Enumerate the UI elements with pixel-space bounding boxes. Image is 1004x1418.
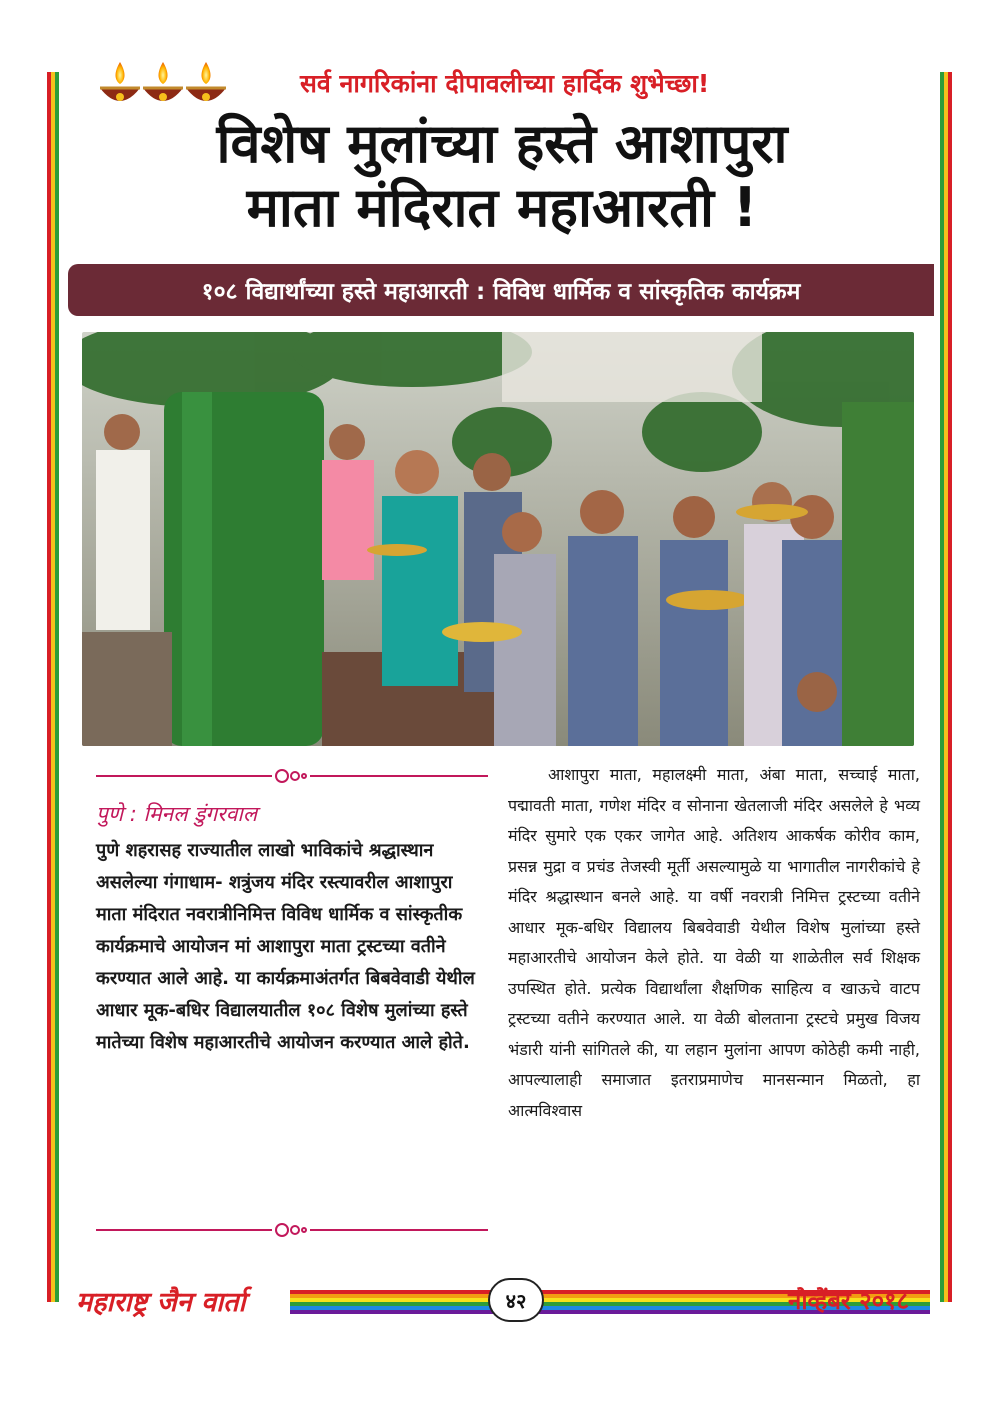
headline-line-1: विशेष मुलांच्या हस्ते आशापुरा <box>216 112 788 175</box>
column-divider-bottom <box>96 1222 488 1238</box>
page-number-text: ४२ <box>505 1288 527 1313</box>
issue-date: नोव्हेंबर २०१८ <box>788 1287 910 1315</box>
column-divider-top <box>96 768 488 784</box>
festival-greeting: सर्व नागरिकांना दीपावलीच्या हार्दिक शुभेच्छा! <box>300 69 710 98</box>
article-body: आशापुरा माता, महालक्ष्मी माता, अंबा माता, सच्चाई माता, पद्मावती माता, गणेश मंदिर व सोनाना खेतलाजी मंदिर असलेले हे भव्य मंदिर सुमारे एक एकर जागेत आहे. अतिशय आकर्षक कोरीव काम, प्रसन्न मुद्रा व प्रचंड तेजस्वी मूर्ती असल्यामुळे या भागातील नागरीकांचे हे मंदिर श्रद्धास्थान बनले आहे. या वर्षी नवरात्री निमित्त ट्रस्टच्या वतीने आधार मूक-बधिर विद्यालय बिबवेवाडी येथील विशेष मुलांच्या हस्ते महाआरतीचे आयोजन केले होते. या वेळी या शाळेतील सर्व शिक्षक उपस्थित होते. प्रत्येक विद्यार्थांला शैक्षणिक साहित्य व खाऊचे वाटप ट्रस्टच्या वतीने करण्यात आले. या वेळी बोलताना ट्रस्टचे प्रमुख विजय भंडारी यांनी सांगितले की, या लहान मुलांना आपण कोठेही कमी नाही, आपल्यालाही समाजात इतराप्रमाणेच मानसन्मान मिळतो, हा आत्मविश्वास <box>508 765 920 1120</box>
page-number <box>488 1278 544 1322</box>
left-border-rule <box>47 72 59 1302</box>
page-photo <box>82 332 914 746</box>
page-title <box>62 112 942 240</box>
headline-line-2: माता मंदिरात महाआरती ! <box>246 176 758 239</box>
right-border-rule <box>940 72 952 1302</box>
article-lead: पुणे शहरासह राज्यातील लाखो भाविकांचे श्रद्धास्थान असलेल्या गंगाधाम- शत्रुंजय मंदिर रस्त्यावरील आशापुरा माता मंदिरात नवरात्रीनिमित्त विविध धार्मिक व सांस्कृतीक कार्यक्रमाचे आयोजन मां आशापुरा माता ट्रस्टच्या वतीने करण्यात आले आहे. या कार्यक्रमाअंतर्गत बिबवेवाडी येथील आधार मूक-बधिर विद्यालयातील १०८ विशेष मुलांच्या हस्ते मातेच्या विशेष महाआरतीचे आयोजन करण्यात आले होते. <box>96 840 475 1053</box>
subheadline: १०८ विद्यार्थांच्या हस्ते महाआरती : विविध धार्मिक व सांस्कृतिक कार्यक्रम <box>201 279 801 305</box>
subheadline-band <box>68 264 934 316</box>
byline: पुणे : मिनल डुंगरवाल <box>96 802 258 826</box>
diya-icon <box>98 58 228 110</box>
publication-name: महाराष्ट्र जैन वार्ता <box>76 1287 246 1318</box>
